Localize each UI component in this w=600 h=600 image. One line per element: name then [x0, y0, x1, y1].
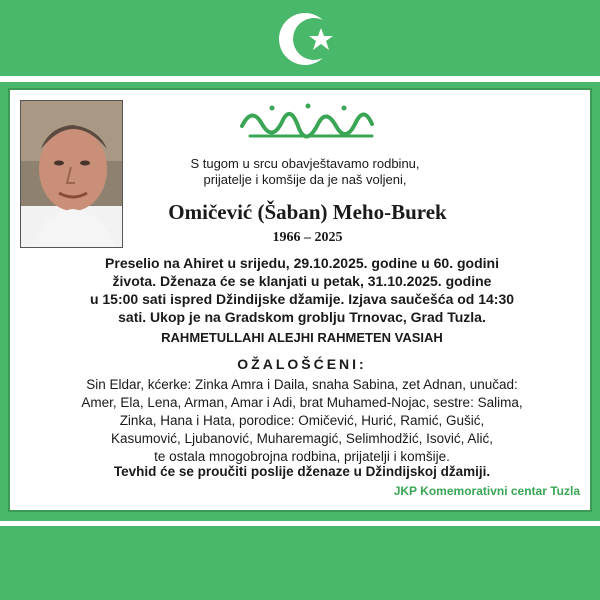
arabic-calligraphy-icon	[232, 96, 382, 144]
funeral-details	[24, 254, 580, 326]
deceased-name: Omičević (Šaban) Meho-Burek	[168, 200, 447, 224]
mourners-line: Sin Eldar, kćerke: Zinka Amra i Daila, snaha Sabina, zet Adnan, unučad:	[86, 377, 518, 392]
life-years: 1966 – 2025	[272, 230, 343, 245]
tevhid-note: Tevhid će se proučiti poslije dženaze u Džindijskoj džamiji.	[113, 464, 491, 479]
white-stripe-top	[0, 76, 600, 82]
publisher-credit: JKP Komemorativni centar Tuzla	[393, 484, 580, 498]
mourners-line: te ostala mnogobrojna rodbina, prijatelji i komšije.	[154, 449, 450, 464]
intro-line: S tugom u srcu obavještavamo rodbinu,	[190, 156, 420, 171]
mourners-line: Zinka, Hana i Hata, porodice: Omičević, Hurić, Ramić, Gušić,	[119, 413, 485, 428]
portrait-image	[21, 101, 123, 248]
details-line: Preselio na Ahiret u srijedu, 29.10.2025. godine u 60. godini	[105, 255, 499, 271]
details-line: u 15:00 sati ispred Džindijske džamije. Izjava saučešća od 14:30	[89, 291, 515, 307]
obituary-card	[8, 88, 592, 512]
intro-text	[120, 156, 490, 188]
details-line: života. Dženaza će se klanjati u petak, 31.10.2025. godine	[112, 273, 492, 289]
crescent-star-icon	[277, 6, 343, 72]
mourners-line: Amer, Ela, Lena, Arman, Amar i Adi, brat Muhamed-Nojac, sestre: Salima,	[81, 395, 523, 410]
prayer-line: RAHMETULLAHI ALEJHI RAHMETEN VASIAH	[161, 330, 443, 345]
portrait-photo	[20, 100, 123, 248]
mourners-list	[24, 376, 580, 466]
mourners-title: OŽALOŠĆENI:	[237, 356, 367, 372]
white-stripe-bottom	[0, 521, 600, 526]
mourners-line: Kasumović, Ljubanović, Muharemagić, Selimhodžić, Isović, Alić,	[111, 431, 493, 446]
intro-line: prijatelje i komšije da je naš voljeni,	[203, 172, 407, 187]
details-line: sati. Ukop je na Gradskom groblju Trnovac, Grad Tuzla.	[118, 309, 486, 325]
